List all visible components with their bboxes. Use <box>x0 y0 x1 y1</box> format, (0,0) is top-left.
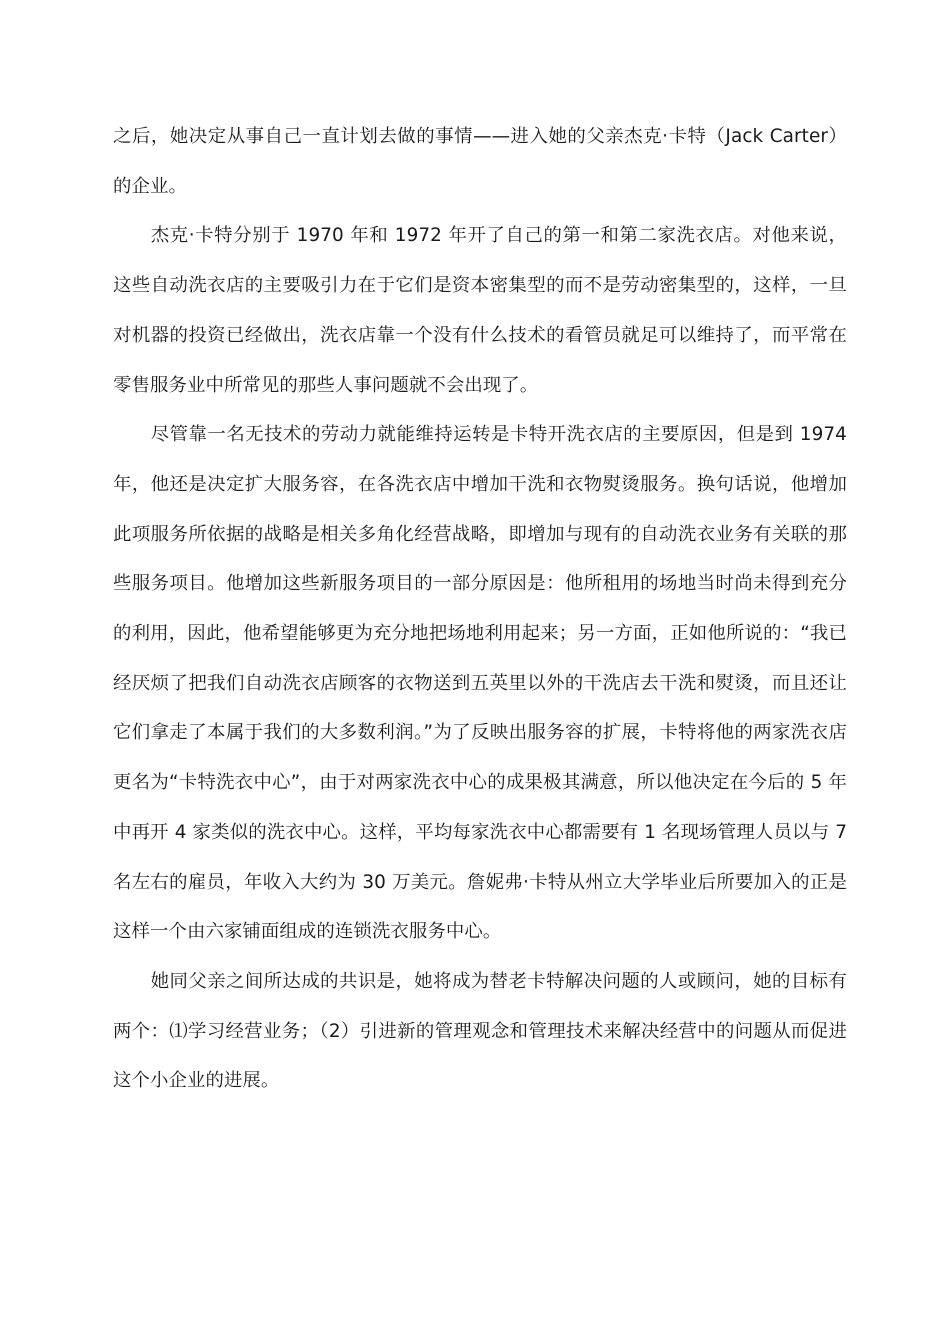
document-body <box>113 112 847 1106</box>
paragraph-continuation: 之后，她决定从事自己一直计划去做的事情——进入她的父亲杰克·卡特（Jack Carter）的企业。 <box>113 126 847 197</box>
paragraph-goals: 她同父亲之间所达成的共识是，她将成为替老卡特解决问题的人或顾问，她的目标有两个：⑴学习经营业务；（2）引进新的管理观念和管理技术来解决经营中的问题从而促进这个小企业的进展。 <box>113 970 847 1092</box>
paragraph-expansion: 尽管靠一名无技术的劳动力就能维持运转是卡特开洗衣店的主要原因，但是到 1974 年，他还是决定扩大服务容，在各洗衣店中增加干洗和衣物熨烫服务。换句话说，他增加此项服务所依据的战略是相关多角化经营战略，即增加与现有的自动洗衣业务有关联的那些服务项目。他增加这些新服务项目的一部分原因是：他所租用的场地当时尚未得到充分的利用，因此，他希望能够更为充分地把场地利用起来；另一方面，正如他所说的：“我已经厌烦了把我们自动洗衣店顾客的衣物送到五英里以外的干洗店去干洗和熨烫，而且还让它们拿走了本属于我们的大多数利润。”为了反映出服务容的扩展，卡特将他的两家洗衣店更名为“卡特洗衣中心”，由于对两家洗衣中心的成果极其满意，所以他决定在今后的 5 年中再开 4 家类似的洗衣中心。这样，平均每家洗衣中心都需要有 1 名现场管理人员以与 7 名左右的雇员，年收入大约为 30 万美元。詹妮弗·卡特从州立大学毕业后所要加入的正是这样一个由六家铺面组成的连锁洗衣服务中心。 <box>113 424 847 943</box>
paragraph-laundry-history: 杰克·卡特分别于 1970 年和 1972 年开了自己的第一和第二家洗衣店。对他来说，这些自动洗衣店的主要吸引力在于它们是资本密集型的而不是劳动密集型的，这样，一旦对机器的投资已经做出，洗衣店靠一个没有什么技术的看管员就足可以维持了，而平常在零售服务业中所常见的那些人事问题就不会出现了。 <box>113 225 847 396</box>
